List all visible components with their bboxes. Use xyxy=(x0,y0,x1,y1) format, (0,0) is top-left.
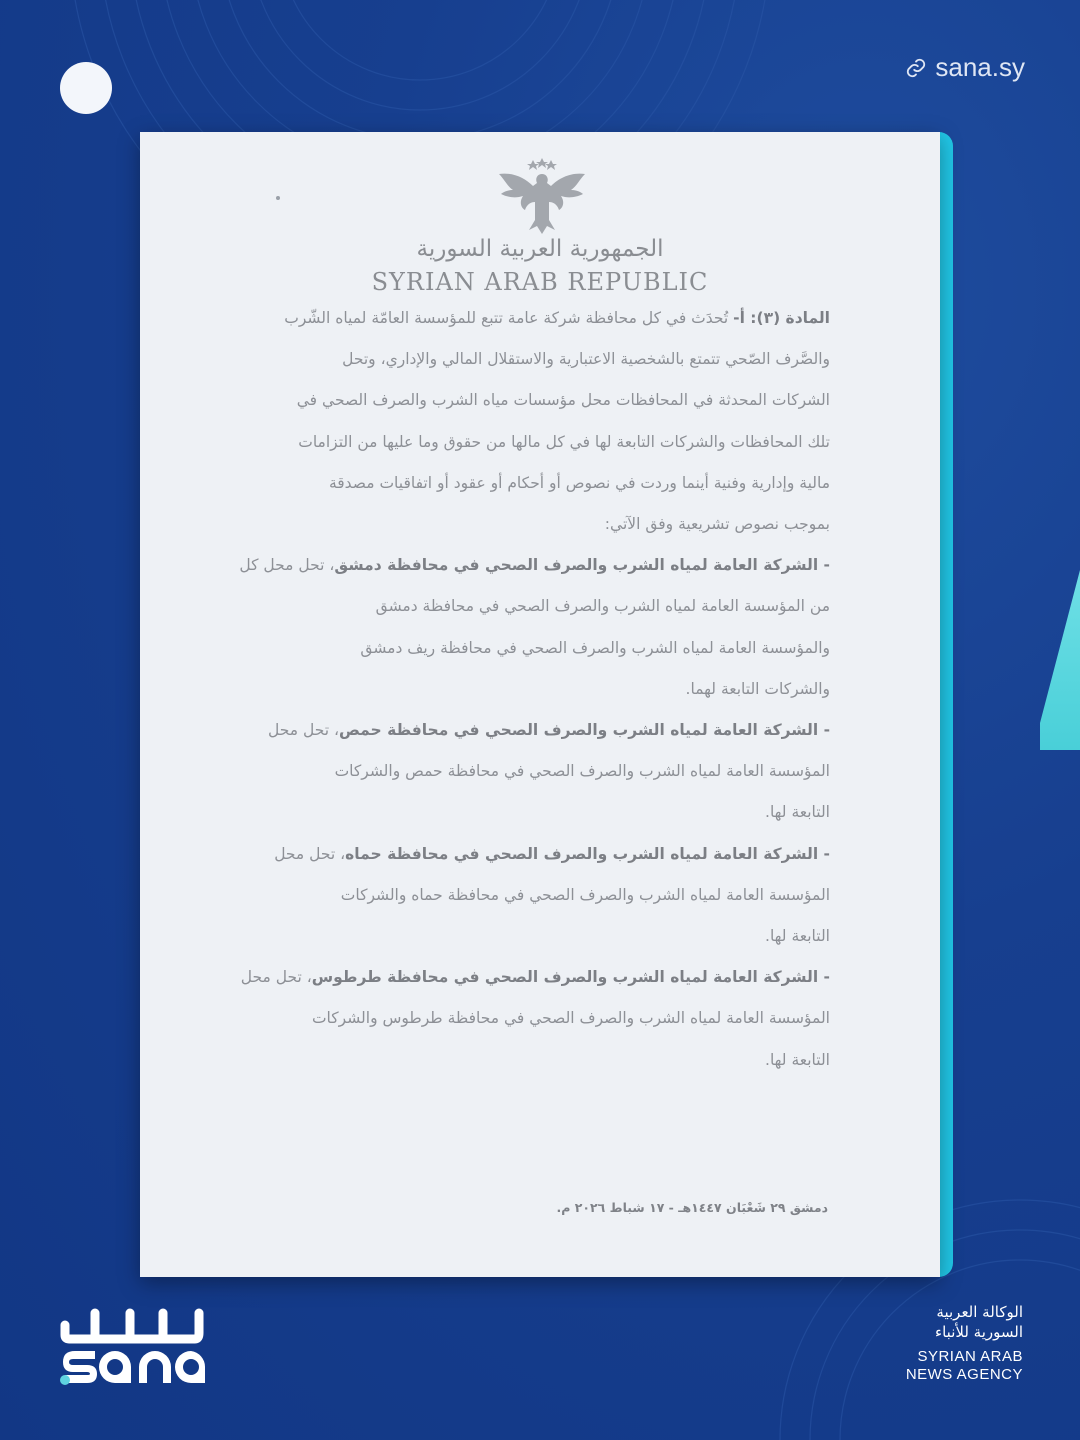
document-line xyxy=(270,875,830,916)
document-body xyxy=(239,298,830,1081)
document-line-text: المؤسسة العامة لمياه الشرب والصرف الصحي في محافظة حمص والشركات xyxy=(334,762,830,781)
document-line-text: بموجب نصوص تشريعية وفق الآتي: xyxy=(604,515,830,534)
document-line-text: تلك المحافظات والشركات التابعة لها في كل مالها من حقوق وما عليها من التزامات xyxy=(298,432,830,451)
document-line-bold: المادة (٣): أ- xyxy=(733,309,830,327)
document-line xyxy=(270,298,830,339)
document-page xyxy=(140,132,940,1277)
document-line xyxy=(240,957,830,998)
document-line-text: والصَّرف الصّحي تتمتع بالشخصية الاعتبارية والاستقلال المالي والإداري، وتحل xyxy=(342,350,830,369)
decorative-circle xyxy=(60,62,112,114)
agency-name-ar-line1: الوكالة العربية xyxy=(936,1303,1023,1321)
document-line xyxy=(270,669,830,710)
eagle-emblem-icon xyxy=(495,156,589,238)
document-line xyxy=(270,1040,830,1081)
agency-name-en-line1: SYRIAN ARAB xyxy=(917,1348,1023,1365)
header-english: SYRIAN ARAB REPUBLIC xyxy=(371,268,709,296)
document-line-bold: - الشركة العامة لمياه الشرب والصرف الصحي في محافظة حماه xyxy=(345,844,830,863)
document-line xyxy=(270,710,830,751)
document-line-text: مالية وإدارية وفنية أينما وردت في نصوص أو أحكام أو عقود أو اتفاقيات مصدقة xyxy=(328,473,830,492)
source-label: sana.sy xyxy=(935,52,1025,82)
paper-mark xyxy=(276,196,280,200)
document-line xyxy=(270,751,830,792)
document-line-bold: - الشركة العامة لمياه الشرب والصرف الصحي في محافظة حمص xyxy=(338,721,830,740)
document-line-text: ، تحل محل xyxy=(274,844,346,863)
source-link[interactable] xyxy=(905,52,1025,83)
document-line-text: والشركات التابعة لهما. xyxy=(685,679,830,698)
agency-name-en-line2: NEWS AGENCY xyxy=(905,1366,1023,1383)
document-line-bold: - الشركة العامة لمياه الشرب والصرف الصحي في محافظة دمشق xyxy=(334,556,830,575)
header-arabic: الجمهورية العربية السورية xyxy=(416,236,664,262)
document-line xyxy=(270,998,830,1039)
document-line-text: ، تحل محل xyxy=(240,968,312,987)
document-line-text: تُحدَث في كل محافظة شركة عامة تتبع للمؤسسة العامّة لمياه الشّرب xyxy=(284,309,734,327)
document-line xyxy=(239,545,830,586)
document-line-text: ، تحل محل كل xyxy=(239,556,335,575)
agency-name xyxy=(906,1302,1023,1384)
document-line-text: والمؤسسة العامة لمياه الشرب والصرف الصحي في محافظة ريف دمشق xyxy=(360,638,830,657)
document-date: دمشق ٢٩ شَعْبَان ١٤٤٧هـ - ١٧ شباط ٢٠٢٦ م. xyxy=(556,1200,828,1215)
document-line-text: المؤسسة العامة لمياه الشرب والصرف الصحي في محافظة طرطوس والشركات xyxy=(311,1009,830,1028)
document-line xyxy=(270,463,830,504)
document-line xyxy=(270,422,830,463)
agency-name-ar-line2: السورية للأنباء xyxy=(935,1323,1023,1341)
document-line-text: المؤسسة العامة لمياه الشرب والصرف الصحي في محافظة حماه والشركات xyxy=(340,885,830,904)
document-line xyxy=(270,792,830,833)
document-line-bold: - الشركة العامة لمياه الشرب والصرف الصحي في محافظة طرطوس xyxy=(311,968,830,987)
document-line-text: التابعة لها. xyxy=(765,927,830,946)
sana-logo-icon xyxy=(55,1305,205,1385)
document-line-text: من المؤسسة العامة لمياه الشرب والصرف الصحي في محافظة دمشق xyxy=(375,597,830,616)
document-line xyxy=(270,628,830,669)
document-line-text: ، تحل محل xyxy=(268,721,339,740)
document-line-text: الشركات المحدثة في المحافظات محل مؤسسات مياه الشرب والصرف الصحي في xyxy=(296,391,830,410)
document-line-text: التابعة لها. xyxy=(765,1050,830,1069)
document-line xyxy=(270,834,830,875)
decorative-teal-shape xyxy=(1040,570,1080,750)
document-line xyxy=(270,586,830,627)
document-line xyxy=(270,916,830,957)
document-line-text: التابعة لها. xyxy=(765,803,830,822)
document-line xyxy=(270,339,830,380)
document-line xyxy=(270,380,830,421)
link-icon xyxy=(905,57,927,79)
document-line xyxy=(270,504,830,545)
